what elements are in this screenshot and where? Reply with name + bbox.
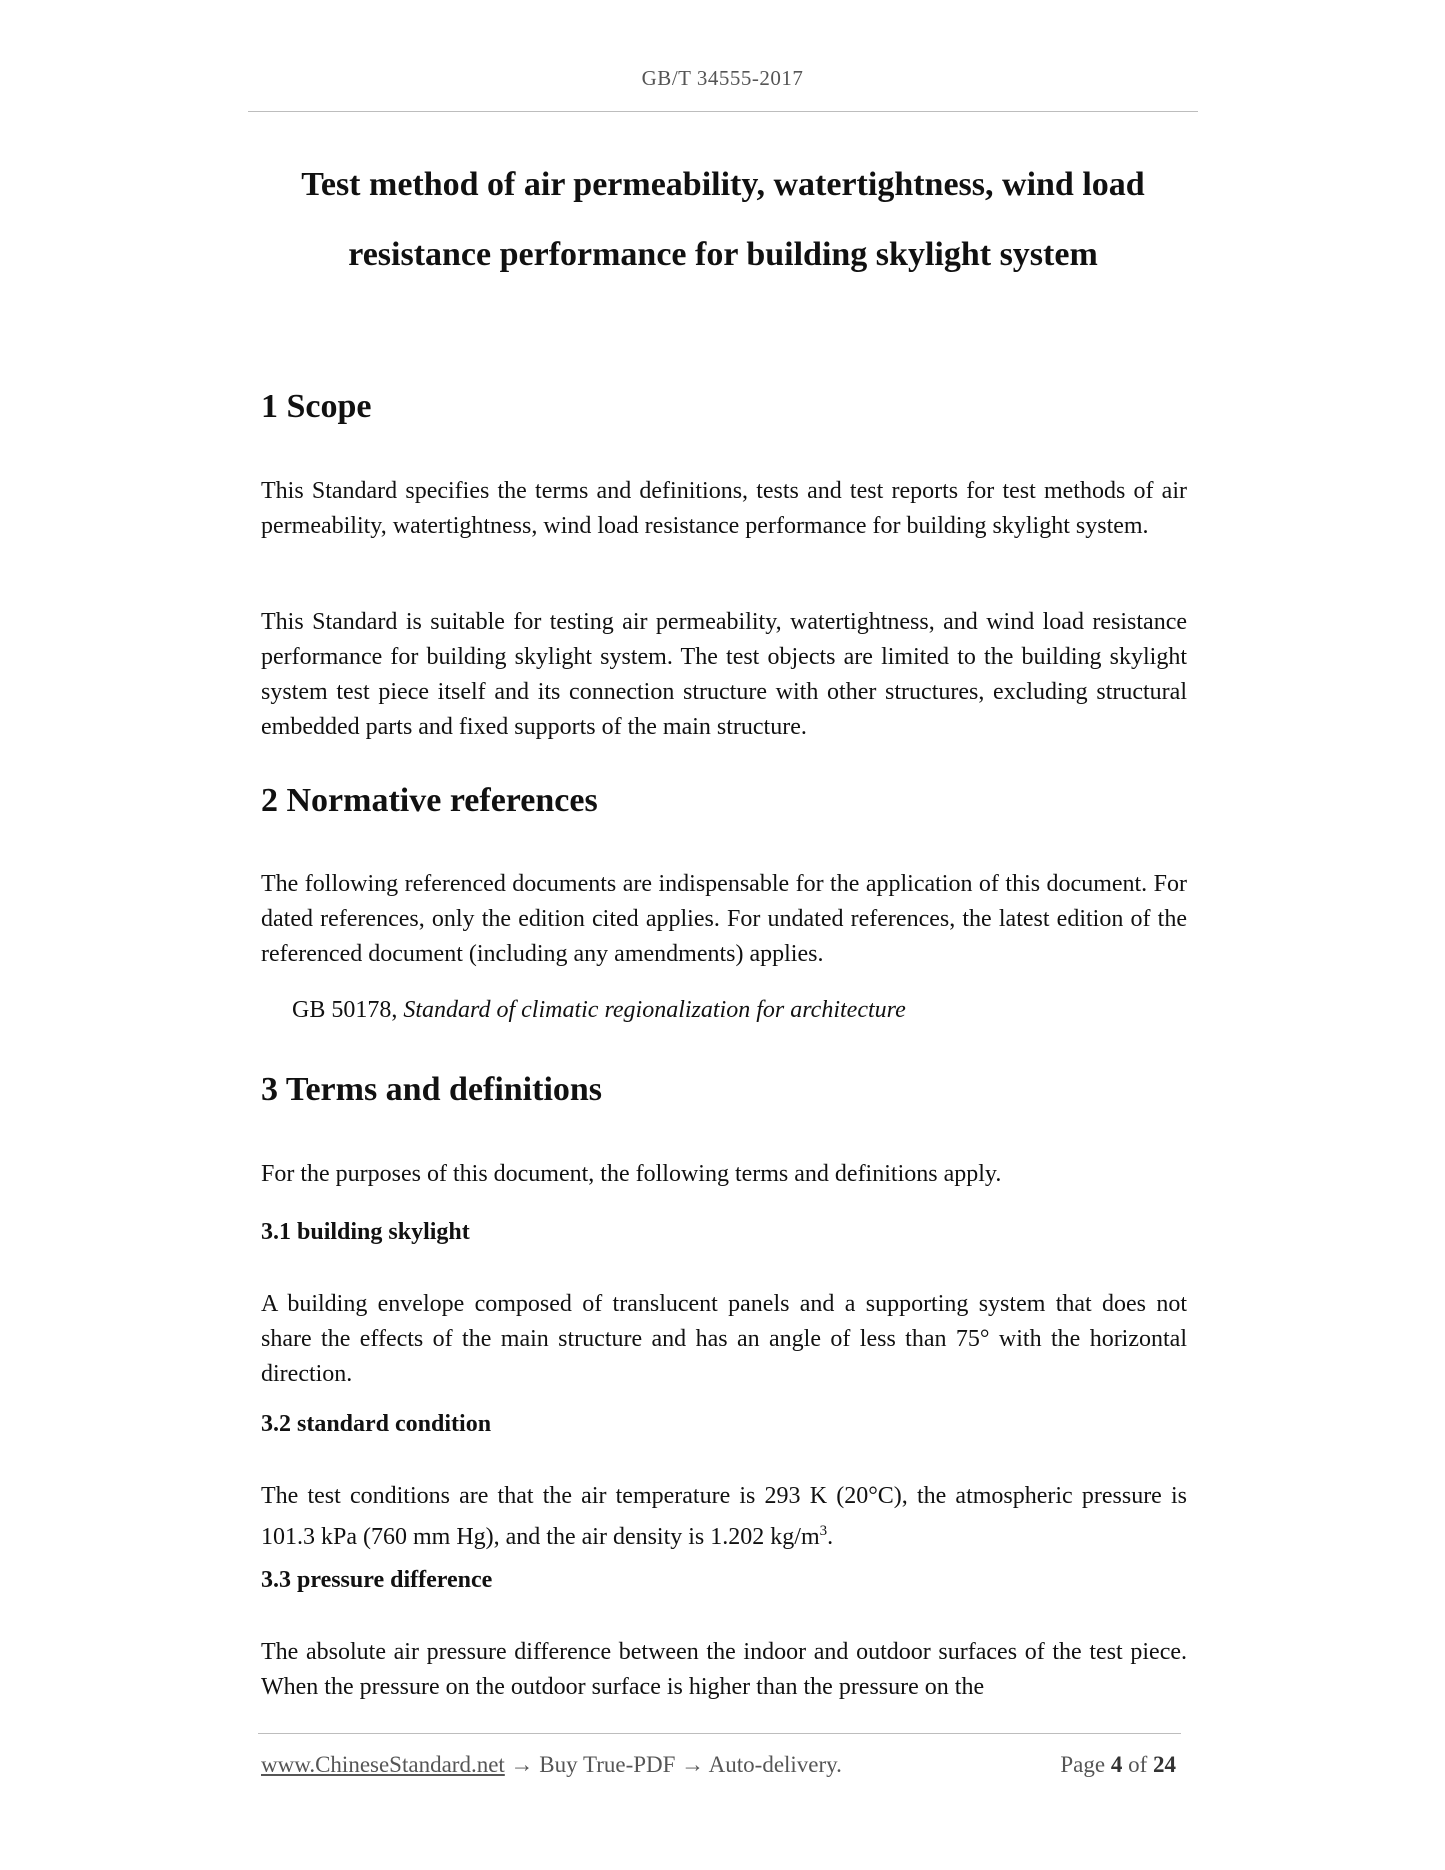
term-heading-3-1: 3.1 building skylight	[261, 1219, 470, 1245]
term-definition-3-1: A building envelope composed of translucent panels and a supporting system that does not share the effects of the main structure and has an angle of less than 75° with the horizontal direction.	[261, 1291, 1187, 1387]
term-definition-3-2	[261, 1479, 1187, 1555]
footer-promo-text: → Buy True-PDF → Auto-delivery.	[504, 1752, 842, 1777]
section-heading-scope: 1 Scope	[261, 388, 372, 425]
scope-paragraph-1: This Standard specifies the terms and definitions, tests and test reports for test methods of air permeability, watertightness, wind load resistance performance for building skylight system.	[261, 478, 1187, 539]
header-divider	[248, 111, 1198, 112]
reference-item	[292, 997, 906, 1024]
term-heading-3-2: 3.2 standard condition	[261, 1411, 492, 1437]
page-header-code: GB/T 34555-2017	[641, 66, 804, 90]
title-line-2: resistance performance for building skylight system	[348, 236, 1098, 273]
term-definition-3-3: The absolute air pressure difference between the indoor and outdoor surfaces of the test piece. When the pressure on the outdoor surface is higher than the pressure on the	[261, 1639, 1187, 1700]
term-definition-3-2-end: .	[827, 1524, 834, 1550]
footer-left	[261, 1752, 842, 1778]
of-label: of	[1128, 1752, 1148, 1777]
page-footer	[261, 1752, 1181, 1782]
section-heading-normative-references: 2 Normative references	[261, 782, 598, 819]
page-total: 24	[1153, 1752, 1176, 1777]
superscript-cubed: 3	[819, 1523, 828, 1539]
page-indicator	[1060, 1752, 1176, 1778]
terms-intro-paragraph: For the purposes of this document, the following terms and definitions apply.	[261, 1161, 1002, 1187]
page-label: Page	[1060, 1752, 1106, 1777]
reference-code: GB 50178,	[292, 997, 398, 1023]
section-heading-terms-and-definitions: 3 Terms and definitions	[261, 1071, 603, 1108]
footer-divider	[258, 1733, 1181, 1734]
scope-paragraph-2: This Standard is suitable for testing air permeability, watertightness, and wind load resistance performance for building skylight system. The test objects are limited to the building skylight system test piece itself and its connection structure with other structures, excluding structural embedded parts and fixed supports of the main structure.	[261, 609, 1187, 740]
document-title	[248, 150, 1198, 290]
term-definition-3-2-text: The test conditions are that the air temperature is 293 K (20°C), the atmospheric pressure is 101.3 kPa (760 mm Hg), and the air density is 1.202 kg/m	[261, 1483, 1187, 1550]
website-link[interactable]: www.ChineseStandard.net	[261, 1752, 505, 1777]
term-heading-3-3: 3.3 pressure difference	[261, 1567, 493, 1593]
normative-paragraph: The following referenced documents are indispensable for the application of this document. For dated references, only the edition cited applies. For undated references, the latest edition of the referenced document (including any amendments) applies.	[261, 871, 1187, 967]
reference-title: Standard of climatic regionalization for architecture	[403, 997, 906, 1023]
page-number: 4	[1110, 1752, 1123, 1777]
title-line-1: Test method of air permeability, watertightness, wind load	[301, 166, 1145, 203]
